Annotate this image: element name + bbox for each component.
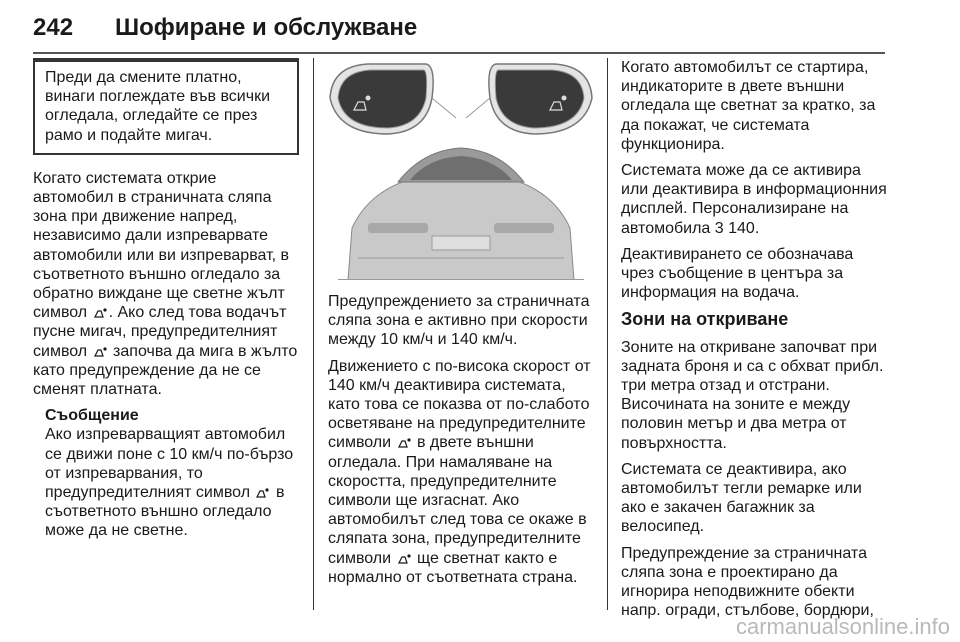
paragraph: Зоните на откриване започват при задната броня и са с обхват прибл. три метра отзад и отстрани. Височината на зоните е между половин метър и два метра от повърхността. xyxy=(621,338,884,452)
blind-spot-warning-icon xyxy=(94,346,107,357)
page-number: 242 xyxy=(33,14,74,41)
watermark: carmanualsonline.info xyxy=(735,614,950,639)
column-1 xyxy=(33,58,299,541)
paragraph: Деактивирането се обозначава чрез съобщение в центъра за информация на водача. xyxy=(621,245,854,302)
paragraph: Когато системата открие автомобил в страничната сляпа зона при движение напред, независимо дали изпреварвате автомобили или ви изпреварват, в съответното външно огледало за обратно виждане ще светне жълт символ . Ако след това водачът пусне мигач, предупредителният символ започва да мига в жълто като предупреждение да не се сменят платната. xyxy=(33,169,298,399)
section-heading: Зони на откриване xyxy=(621,309,789,330)
paragraph: Предупреждение за страничната сляпа зона е проектирано да игнорира неподвижните обекти напр. огради, стълбове, бордюри, xyxy=(621,544,874,620)
page-header xyxy=(33,10,885,50)
paragraph: Системата се деактивира, ако автомобилът тегли ремарке или ако е закачен багажник за велосипед. xyxy=(621,460,862,536)
message-text: Ако изпреварващият автомобил се движи поне с 10 км/ч по-бързо от изпреварвания, то предупредителният символ в съответното външно огледало може да не светне. xyxy=(45,426,294,540)
column-divider xyxy=(607,58,608,610)
paragraph: Когато автомобилът се стартира, индикаторите в двете външни огледала ще светнат за кратко, за да покажат, че системата функционира. xyxy=(621,59,876,153)
message-block xyxy=(33,406,299,540)
message-heading: Съобщение xyxy=(45,407,139,425)
column-2 xyxy=(328,58,594,594)
header-rule xyxy=(33,52,885,54)
page-reference-link[interactable]: 3 140. xyxy=(714,219,760,237)
notice-box xyxy=(33,58,299,155)
page-title: Шофиране и обслужване xyxy=(115,14,418,41)
paragraph: Движението с по-висока скорост от 140 км/ч деактивира системата, като това се показва от по-слаботo осветяване на предупредителните символи в двете външни огледала. При намаляване на скоростта, предупредителните символи ще изгаснат. Ако автомобилът след това се окаже в сляпата зона, предупредителните символи ще светнат както е нормално от съответната страна. xyxy=(328,357,591,586)
blind-spot-warning-icon xyxy=(398,437,411,448)
column-3 xyxy=(621,58,887,627)
notice-text: Преди да смените платно, винаги поглеждате във всички огледала, огледайте се през рамо и подайте мигач. xyxy=(45,69,271,144)
paragraph: Предупреждението за страничната сляпа зона е активно при скорости между 10 км/ч и 140 км/ч. xyxy=(328,293,590,349)
blind-spot-warning-icon xyxy=(256,487,269,498)
column-divider xyxy=(313,58,314,610)
blind-spot-warning-icon xyxy=(94,307,107,318)
mirror-illustration xyxy=(328,58,594,280)
paragraph: Системата може да се активира или деактивира в информационния дисплей. Персонализиране на автомобила 3 140. xyxy=(621,162,887,237)
blind-spot-warning-icon xyxy=(398,553,411,564)
